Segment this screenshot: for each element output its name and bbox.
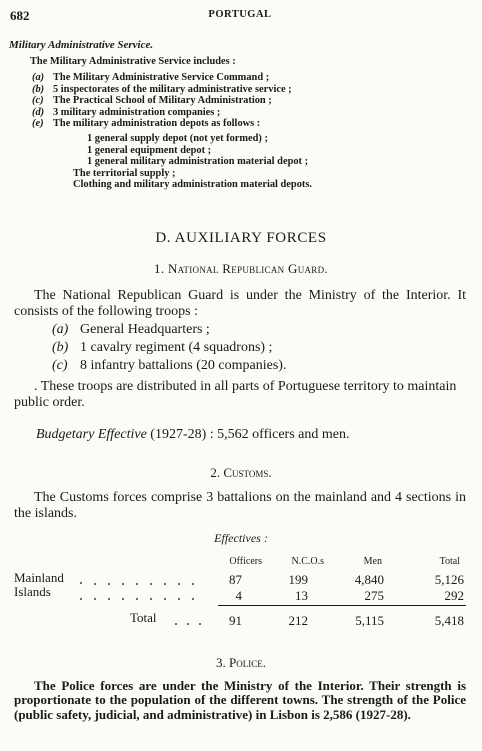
item-text: 1 cavalry regiment (4 squadrons) ; [80, 340, 273, 355]
depot-list [73, 133, 312, 191]
leader-dot [108, 598, 110, 600]
leader-dot [192, 598, 194, 600]
military-admin-title: Military Administrative Service. [9, 39, 154, 51]
table-cell: 5,418 [434, 613, 464, 628]
table-cell: 91 [229, 613, 242, 628]
budgetary-effective [36, 427, 350, 443]
table-cell: 292 [444, 588, 464, 603]
list-item [32, 72, 292, 84]
budget-text: (1927-28) : 5,562 officers and men. [150, 427, 350, 442]
leader-dot [187, 623, 189, 625]
column-header: Total [439, 556, 460, 567]
police-heading: 3. Police. [216, 655, 266, 670]
table-cell: 275 [364, 588, 384, 603]
item-label: (d) [32, 106, 45, 118]
military-admin-intro: The Military Administrative Service includes : [30, 56, 236, 67]
row-label: Mainland [14, 570, 64, 585]
list-item: 1 general supply depot (not yet formed) ; [87, 133, 268, 144]
table-cell: 212 [288, 613, 308, 628]
list-item [32, 95, 292, 107]
leader-dot [80, 582, 82, 584]
leader-dot [122, 583, 124, 585]
page-header [10, 8, 470, 24]
page-number: 682 [10, 8, 30, 23]
leader-dot [178, 598, 180, 600]
leader-dot [175, 623, 177, 625]
item-label: (c) [52, 358, 68, 373]
total-label: Total [130, 610, 157, 625]
item-text: The Military Administrative Service Command ; [53, 72, 270, 83]
list-item [32, 84, 292, 96]
customs-heading: 2. Customs. [210, 465, 272, 480]
item-text: The Practical School of Military Administration ; [53, 95, 272, 107]
leader-dot [164, 598, 166, 600]
row-label: Islands [14, 584, 51, 599]
nrg-paragraph: The National Republican Guard is under the Ministry of the Interior. It consists of the following troops : [14, 288, 466, 319]
item-text: 3 military administration companies ; [53, 106, 221, 118]
table-cell: 5,126 [434, 572, 464, 587]
list-item: 1 general military administration material depot ; [87, 156, 309, 168]
leader-dot [122, 598, 124, 600]
item-text: 5 inspectorates of the military administrative service ; [53, 83, 292, 95]
list-item [52, 322, 286, 338]
effectives-title: Effectives : [214, 531, 268, 545]
leader-dot [178, 583, 180, 585]
item-label: (b) [32, 83, 45, 95]
list-item [32, 118, 292, 130]
item-label: (e) [32, 118, 44, 130]
table-rule [218, 605, 466, 606]
leader-dot [94, 598, 96, 600]
table-cell: 13 [295, 588, 308, 603]
table-cell: 4 [235, 588, 242, 603]
column-header: Officers [229, 556, 262, 567]
leader-dot [164, 583, 166, 585]
list-item: The territorial supply ; [73, 167, 176, 179]
item-text: The military administration depots as follows : [53, 118, 261, 130]
table-cell: 87 [229, 572, 242, 587]
column-header: N.C.O.s [291, 556, 324, 567]
item-text: 8 infantry battalions (20 companies). [80, 358, 287, 373]
leader-dot [136, 583, 138, 585]
list-item [32, 107, 292, 119]
item-text: General Headquarters ; [80, 322, 210, 337]
column-header: Men [363, 556, 382, 567]
table-cell: 4,840 [354, 572, 384, 587]
item-label: (b) [52, 340, 69, 355]
table-cell: 199 [288, 572, 308, 587]
police-paragraph: The Police forces are under the Ministry of the Interior. Their strength is proportionate to the population of the different towns. The strength of the Police (public safety, judicial, and administrative) in Lisbon is 2,586 (1927-28). [14, 678, 466, 722]
budget-label: Budgetary Effective [36, 427, 147, 442]
troops-list [52, 322, 286, 374]
running-head: PORTUGAL [208, 9, 272, 20]
item-label: (a) [52, 322, 69, 337]
customs-paragraph: The Customs forces comprise 3 battalions on the mainland and 4 sections in the islands. [14, 490, 466, 521]
distribution-paragraph: . These troops are distributed in all parts of Portuguese territory to maintain public order. [14, 379, 457, 410]
leader-dot [108, 583, 110, 585]
list-item: Clothing and military administration material depots. [73, 179, 312, 191]
nrg-heading: 1. National Republican Guard. [154, 261, 328, 276]
section-title: D. AUXILIARY FORCES [155, 230, 327, 246]
leader-dot [192, 583, 194, 585]
leader-dot [94, 583, 96, 585]
leader-dot [80, 598, 82, 600]
leader-dot [150, 583, 152, 585]
military-admin-list [32, 72, 292, 130]
leader-dot [150, 598, 152, 600]
leader-dot [136, 598, 138, 600]
item-label: (c) [32, 95, 44, 107]
item-label: (a) [32, 72, 45, 83]
list-item: 1 general equipment depot ; [87, 144, 212, 156]
table-cell: 5,115 [355, 613, 384, 628]
list-item [52, 340, 286, 356]
list-item [52, 358, 286, 374]
leader-dot [199, 623, 201, 625]
